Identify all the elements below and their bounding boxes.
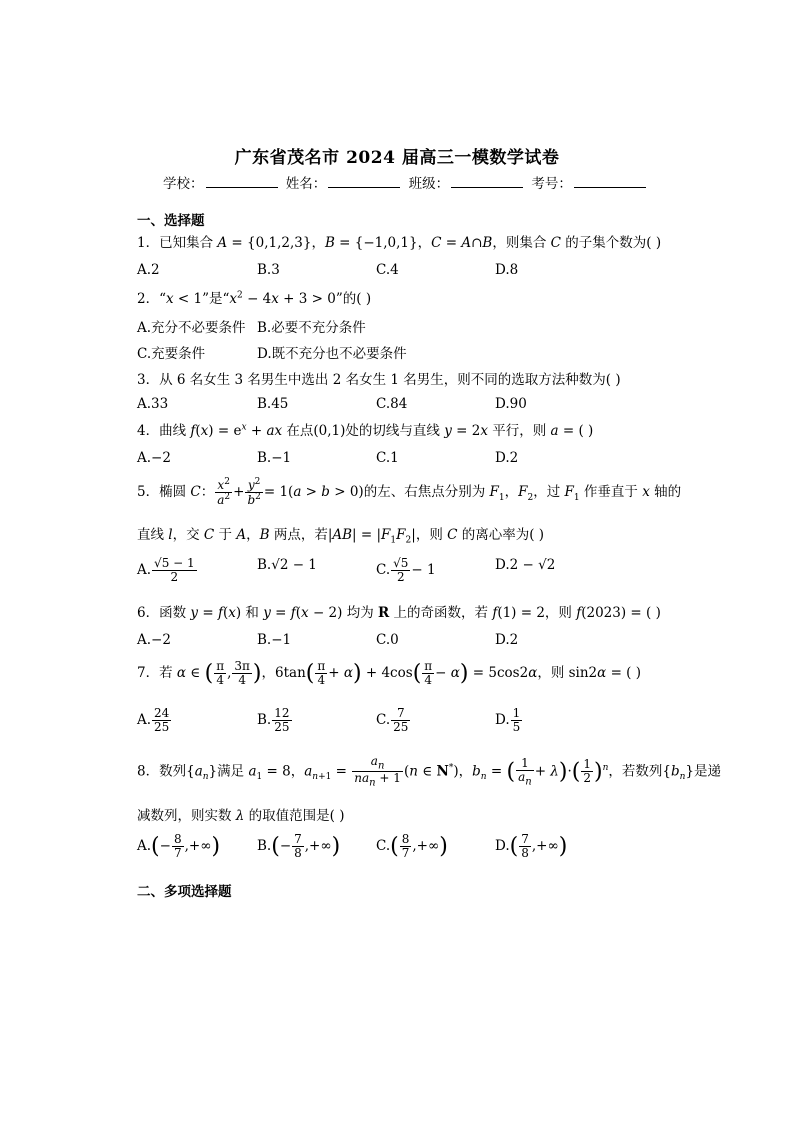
options-q7 bbox=[137, 707, 617, 747]
question-1: 1．已知集合 A = {0,1,2,3}，B = {−1,0,1}，C = A∩B，则集合 C 的子集个数为( ) bbox=[137, 235, 662, 251]
options-q5 bbox=[137, 557, 617, 597]
option-c[interactable]: C.充要条件 bbox=[137, 346, 206, 362]
option-a[interactable]: A.33 bbox=[137, 396, 169, 412]
class-blank[interactable] bbox=[451, 175, 523, 188]
option-a[interactable]: A. $\frac{√5 - 1}{2}$ bbox=[137, 556, 195, 585]
question-5-line1: 5．椭圆 C： $\frac{x^2}{a^2}$ + $\frac{y^2}{b^2}$ = 1(a > b > 0)的左、右焦点分别为 $F_1$，$F_2$，过 $F_1$ 作垂直于 x 轴的 bbox=[137, 477, 682, 508]
option-c[interactable]: C. $\frac{√5}{2}$ − 1 bbox=[376, 556, 436, 585]
option-a[interactable]: A. $\frac{24}{25}$ bbox=[137, 706, 170, 735]
option-b[interactable]: B.必要不充分条件 bbox=[257, 320, 366, 336]
option-a[interactable]: A.−2 bbox=[137, 632, 171, 648]
option-a[interactable]: A.充分不必要条件 bbox=[137, 320, 246, 336]
option-b[interactable]: B. $\frac{12}{25}$ bbox=[257, 706, 290, 735]
option-d[interactable]: D.既不充分也不必要条件 bbox=[257, 346, 407, 362]
exam-no-blank[interactable] bbox=[574, 175, 646, 188]
option-d[interactable]: D.8 bbox=[495, 262, 519, 278]
option-b[interactable]: B.−1 bbox=[257, 632, 292, 648]
name-blank[interactable] bbox=[328, 175, 400, 188]
section-heading-choice: 一、选择题 bbox=[137, 213, 205, 229]
option-c[interactable]: C.0 bbox=[376, 632, 399, 648]
option-b[interactable]: B.(− $\frac{7}{8}$ ,+∞) bbox=[257, 832, 341, 861]
question-8-line1: 8．数列$\{a_n\}$满足 $a_1 = 8$，$a_{n+1}$ = $\frac{a_n}{na_n + 1}$ (n ∈ N*)，$b_n$ = ( $\frac{1}{a_n}$ + λ)·( $\frac{1}{2}$ )$^n$，若数列$\{b_n\}$是递 bbox=[137, 754, 722, 789]
option-d[interactable]: D. $\frac{1}{5}$ bbox=[495, 706, 521, 735]
option-b[interactable]: B.−1 bbox=[257, 450, 292, 466]
section-heading-multi: 二、多项选择题 bbox=[137, 884, 232, 900]
question-2: 2．“x < 1”是“$x^2 - 4x + 3 > 0$”的( ) bbox=[137, 290, 372, 307]
option-c[interactable]: C.( $\frac{8}{7}$ ,+∞) bbox=[376, 832, 448, 861]
option-a[interactable]: A.2 bbox=[137, 262, 160, 278]
question-7: 7．若 α ∈ ( $\frac{\pi}{4}$ , $\frac{3\pi}{4}$ )，6tan( $\frac{\pi}{4}$ + α) + 4cos( $\frac{\pi}{4}$ − α) = 5cos2α，则 sin2α = ( ) bbox=[137, 659, 642, 688]
option-a[interactable]: A.−2 bbox=[137, 450, 171, 466]
class-label: 班级： bbox=[408, 176, 450, 192]
option-c[interactable]: C.84 bbox=[376, 396, 408, 412]
option-a[interactable]: A.(− $\frac{8}{7}$ ,+∞) bbox=[137, 832, 221, 861]
option-d[interactable]: D.90 bbox=[495, 396, 527, 412]
school-label: 学校： bbox=[163, 176, 204, 192]
student-info-line bbox=[163, 172, 650, 192]
school-blank[interactable] bbox=[206, 175, 278, 188]
option-c[interactable]: C. $\frac{7}{25}$ bbox=[376, 706, 409, 735]
page-title: 广东省茂名市 2024 届高三一模数学试卷 bbox=[234, 148, 560, 168]
exam-no-label: 考号： bbox=[531, 176, 572, 192]
question-3: 3．从 6 名女生 3 名男生中选出 2 名女生 1 名男生，则不同的选取方法种数为( ) bbox=[137, 372, 621, 388]
question-8-line2: 减数列，则实数 λ 的取值范围是( ) bbox=[137, 808, 345, 824]
name-label: 姓名： bbox=[285, 176, 327, 192]
option-c[interactable]: C.4 bbox=[376, 262, 399, 278]
option-d[interactable]: D.2 bbox=[495, 450, 519, 466]
option-d[interactable]: D.( $\frac{7}{8}$ ,+∞) bbox=[495, 832, 568, 861]
option-c[interactable]: C.1 bbox=[376, 450, 399, 466]
option-b[interactable]: B.3 bbox=[257, 262, 280, 278]
option-b[interactable]: B.45 bbox=[257, 396, 289, 412]
options-q8 bbox=[137, 833, 617, 873]
question-4: 4．曲线 $f(x) = e^x$ + ax 在点(0,1)处的切线与直线 y = 2x 平行，则 a = ( ) bbox=[137, 422, 594, 439]
question-5-line2: 直线 l，交 C 于 A，B 两点，若$|AB| = |F_1F_2|$，则 C 的离心率为( ) bbox=[137, 527, 545, 546]
question-6: 6．函数 y = f(x) 和 y = f(x − 2) 均为 R 上的奇函数，若 f(1) = 2，则 f(2023) = ( ) bbox=[137, 605, 661, 621]
option-b[interactable]: B.√2 − 1 bbox=[257, 557, 317, 573]
option-d[interactable]: D.2 − √2 bbox=[495, 557, 556, 573]
option-d[interactable]: D.2 bbox=[495, 632, 519, 648]
